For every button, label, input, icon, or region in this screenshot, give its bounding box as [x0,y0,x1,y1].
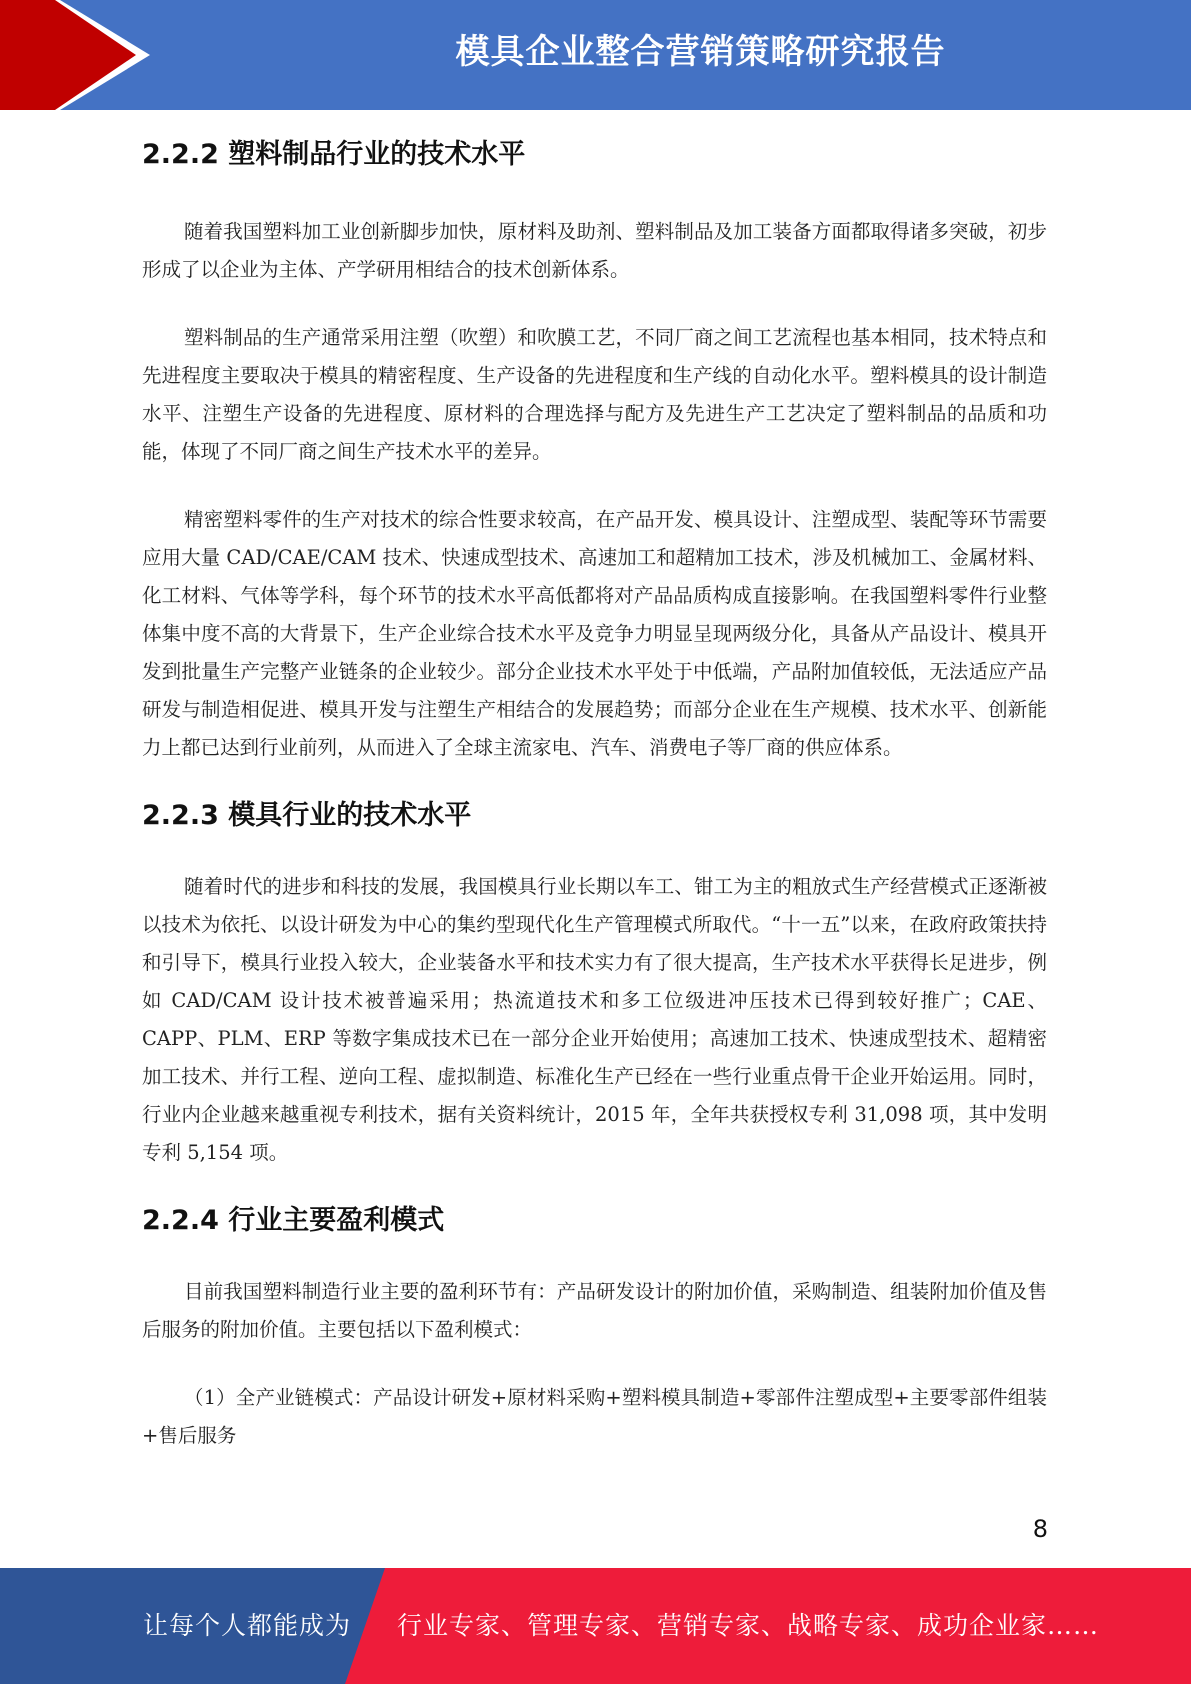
paragraph: 随着我国塑料加工业创新脚步加快，原材料及助剂、塑料制品及加工装备方面都取得诸多突破，初步形成了以企业为主体、产学研用相结合的技术创新体系。 [142,220,1047,281]
footer-slogan-right: 行业专家、管理专家、营销专家、战略专家、成功企业家…… [397,1611,1100,1640]
header-banner [0,0,1191,110]
paragraph: 随着时代的进步和科技的发展，我国模具行业长期以车工、钳工为主的粗放式生产经营模式正逐渐被以技术为依托、以设计研发为中心的集约型现代化生产管理模式所取代。“十一五”以来，在政府政策扶持和引导下，模具行业投入较大，企业装备水平和技术实力有了很大提高，生产技术水平获得长足进步，例如 CAD/CAM 设计技术被普遍采用；热流道技术和多工位级进冲压技术已得到较好推广；CAE、CAPP、PLM、ERP 等数字集成技术已在一部分企业开始使用；高速加工技术、快速成型技术、超精密加工技术、并行工程、逆向工程、虚拟制造、标准化生产已经在一些行业重点骨干企业开始运用。同时，行业内企业越来越重视专利技术，据有关资料统计，2015 年，全年共获授权专利 31,098 项，其中发明专利 5,154 项。 [142,875,1047,1164]
footer-slogan-left: 让每个人都能成为 [143,1611,352,1640]
page-number: 8 [1032,1515,1048,1543]
paragraph: 精密塑料零件的生产对技术的综合性要求较高，在产品开发、模具设计、注塑成型、装配等环节需要应用大量 CAD/CAE/CAM 技术、快速成型技术、高速加工和超精加工技术，涉及机械加工、金属材料、化工材料、气体等学科，每个环节的技术水平高低都将对产品品质构成直接影响。在我国塑料零件行业整体集中度不高的大背景下，生产企业综合技术水平及竞争力明显呈现两级分化，具备从产品设计、模具开发到批量生产完整产业链条的企业较少。部分企业技术水平处于中低端，产品附加值较低，无法适应产品研发与制造相促进、模具开发与注塑生产相结合的发展趋势；而部分企业在生产规模、技术水平、创新能力上都已达到行业前列，从而进入了全球主流家电、汽车、消费电子等厂商的供应体系。 [142,508,1047,759]
section-heading-2-2-4: 2.2.4 行业主要盈利模式 [142,1205,445,1236]
section-heading-2-2-3: 2.2.3 模具行业的技术水平 [142,800,472,831]
report-title: 模具企业整合营销策略研究报告 [455,32,946,72]
paragraph: （1）全产业链模式：产品设计研发+原材料采购+塑料模具制造+零部件注塑成型+主要零部件组装+售后服务 [142,1386,1047,1447]
footer-banner [0,1568,1191,1684]
paragraph: 目前我国塑料制造行业主要的盈利环节有：产品研发设计的附加价值，采购制造、组装附加价值及售后服务的附加价值。主要包括以下盈利模式： [142,1280,1047,1341]
section-heading-2-2-2: 2.2.2 塑料制品行业的技术水平 [142,139,526,170]
paragraph: 塑料制品的生产通常采用注塑（吹塑）和吹膜工艺，不同厂商之间工艺流程也基本相同，技术特点和先进程度主要取决于模具的精密程度、生产设备的先进程度和生产线的自动化水平。塑料模具的设计制造水平、注塑生产设备的先进程度、原材料的合理选择与配方及先进生产工艺决定了塑料制品的品质和功能，体现了不同厂商之间生产技术水平的差异。 [142,326,1047,463]
page-content [142,120,1047,1455]
